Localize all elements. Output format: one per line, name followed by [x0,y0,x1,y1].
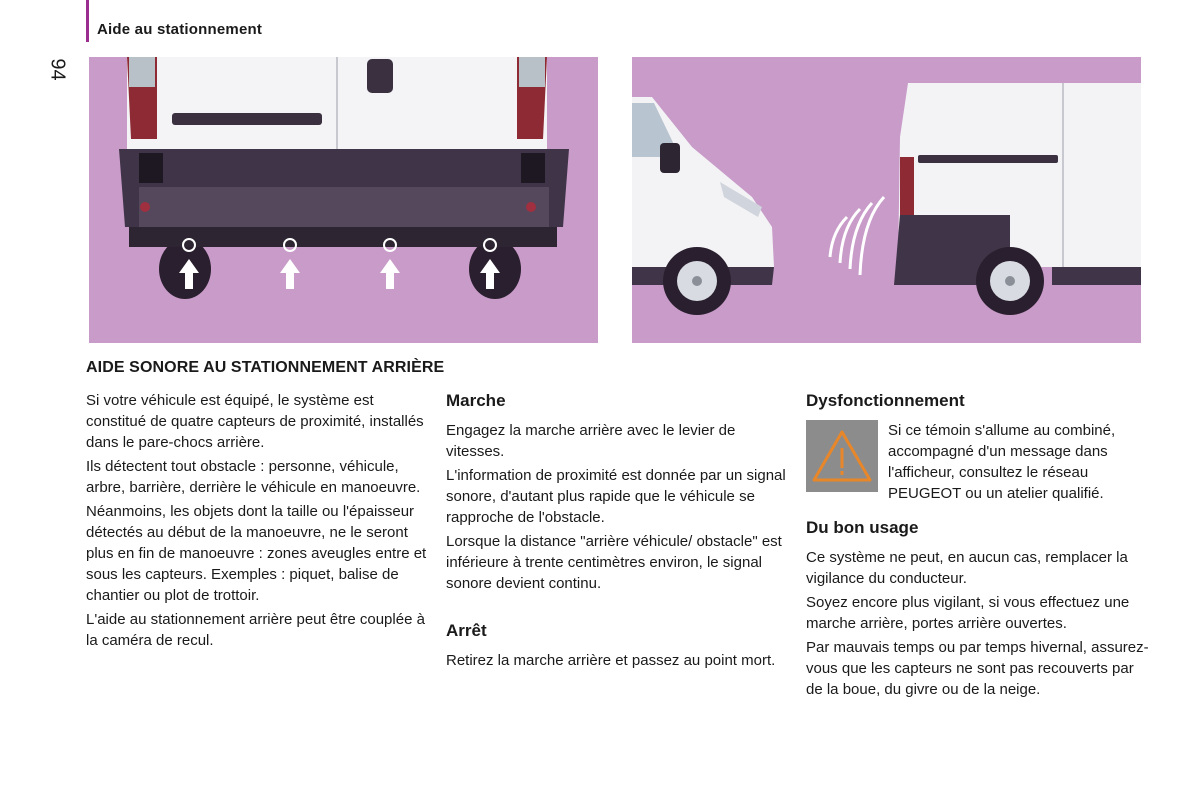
warning-triangle-icon [806,420,878,492]
warning-row [806,420,1151,507]
fault-column [806,390,1151,703]
intro-paragraph: Néanmoins, les objets dont la taille ou l'épaisseur détectés au début de la manoeuvre, ne le seront plus en fin de manoeuvre : zones aveugles entre et sous les capteurs. Exemples : piquet, balise de chantier ou plot de trottoir. [86,503,427,604]
bon-usage-paragraph: Par mauvais temps ou par temps hivernal, assurez-vous que les capteurs ne sont pas recouverts par de la boue, du givre ou de la neige. [806,639,1149,698]
arret-heading: Arrêt [446,621,487,640]
intro-column [86,390,431,654]
marche-heading: Marche [446,391,506,410]
section-title: AIDE SONORE AU STATIONNEMENT ARRIÈRE [86,359,445,376]
bon-usage-paragraph: Soyez encore plus vigilant, si vous effectuez une marche arrière, portes arrière ouvertes. [806,594,1130,632]
page-header-title: Aide au stationnement [97,21,263,38]
page-number: 94 [46,58,69,81]
intro-paragraph: L'aide au stationnement arrière peut être couplée à la caméra de recul. [86,611,425,649]
intro-paragraph: Ils détectent tout obstacle : personne, véhicule, arbre, barrière, derrière le véhicule en manoeuvre. [86,458,421,496]
arret-paragraph: Retirez la marche arrière et passez au point mort. [446,652,776,669]
intro-paragraph: Si votre véhicule est équipé, le système est constitué de quatre capteurs de proximité, installés dans le pare-chocs arrière. [86,392,424,451]
operation-column [446,390,791,674]
van-reversing-toward-van-illustration [632,57,1141,343]
marche-paragraph: Engagez la marche arrière avec le levier de vitesses. [446,422,736,460]
dysfonctionnement-heading: Dysfonctionnement [806,391,965,410]
van-rear-sensors-illustration [89,57,598,343]
sound-waves-icon [830,197,884,275]
marche-paragraph: L'information de proximité est donnée par un signal sonore, d'autant plus rapide que le véhicule se rapproche de l'obstacle. [446,467,786,526]
bon-usage-paragraph: Ce système ne peut, en aucun cas, remplacer la vigilance du conducteur. [806,549,1128,587]
bon-usage-heading: Du bon usage [806,518,919,537]
marche-paragraph: Lorsque la distance "arrière véhicule/ obstacle" est inférieure à trente centimètres environ, le signal sonore devient continu. [446,533,782,592]
warning-text: Si ce témoin s'allume au combiné, accompagné d'un message dans l'afficheur, consultez le réseau PEUGEOT ou un atelier qualifié. [888,422,1116,502]
header-accent-bar [86,0,89,42]
